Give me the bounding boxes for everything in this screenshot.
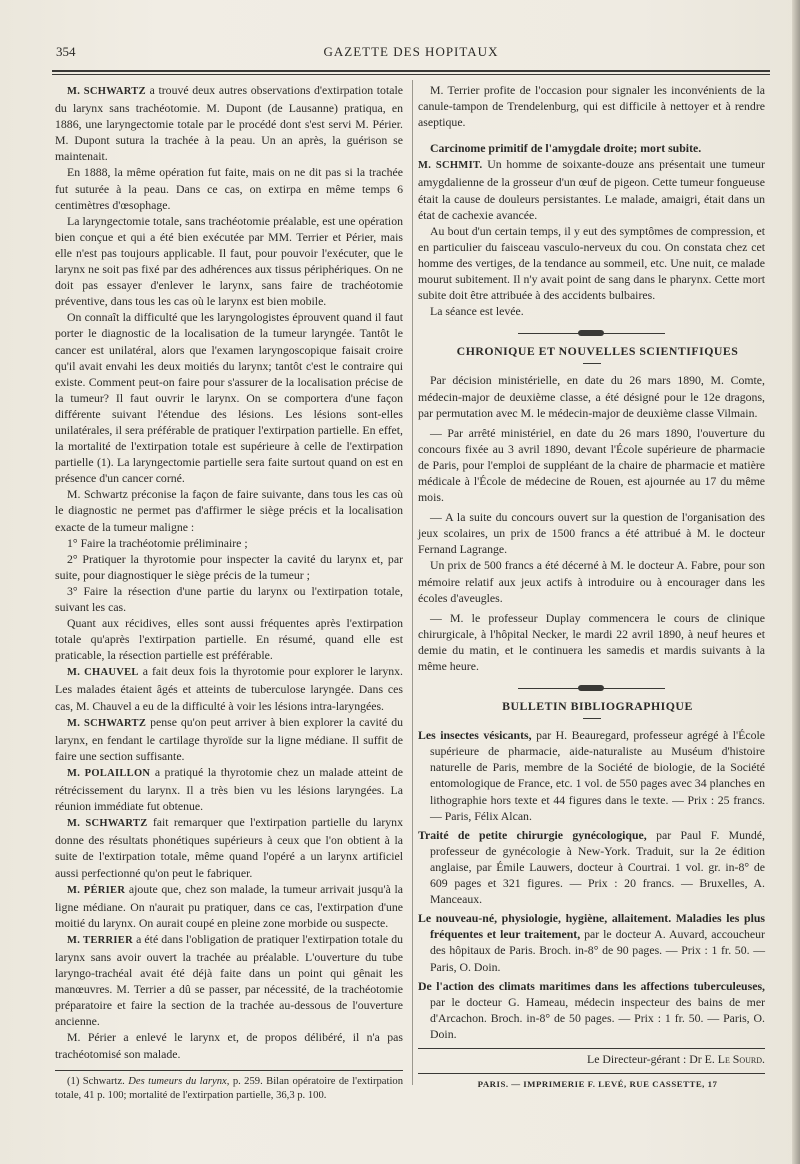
paragraph: La laryngectomie totale, sans trachéotomie préalable, est une opération bien conçue et qui a été bien exécutée par MM. Terrier et Périer, mais elle n'est pas toujours applicable. Il faut, pour pouvoir l'exécuter, que le larynx ne soit pas fixé par des adhérences aux tissus périphériques. On ne doit pas essayer d'enlever le larynx, sans faire de trachéotomie préventive, dans tous les cas où le larynx est bien mobile. [55, 213, 403, 309]
paragraph: Par décision ministérielle, en date du 26 mars 1890, M. Comte, médecin-major de deuxième classe, a été désigné pour le 12e dragons, par permutation avec M. le médecin-major de deuxième classe Vilmain. [418, 373, 765, 420]
bibliography-entry: Le nouveau-né, physiologie, hygiène, allaitement. Maladies les plus fréquentes et leur traitement, par le docteur A. Auvard, accoucheur des hôpitaux de Paris. Broch. in-8° de 90 pages. — Prix : 1 fr. 50. — Paris, O. Doin. [418, 911, 765, 974]
paragraph: M. SCHWARTZ a trouvé deux autres observations d'extirpation totale du larynx sans trachéotomie. M. Dupont (de Lausanne) pratiqua, en 1886, une laryngectomie totale par le procédé dont s'est servi M. Périer. M. Dupont sutura la trachée à la peau. Un an après, la guérison se maintenait. [55, 83, 403, 164]
paragraph: En 1888, la même opération fut faite, mais on ne dit pas si la trachée fut suturée à la peau. Dans ce cas, on extirpa en même temps 6 centimètres d'œsophage. [55, 165, 403, 212]
page-number: 354 [56, 44, 76, 59]
paragraph: M. SCHWARTZ pense qu'on peut arriver à bien explorer la cavité du larynx, en fendant le cartilage thyroïde sur la ligne médiane. Il suffit de faire une section suffisante. [55, 714, 403, 763]
paragraph: M. SCHMIT. Un homme de soixante-douze ans présentait une tumeur amygdalienne de la grosseur d'un œuf de pigeon. Cette tumeur fongueuse était la cause de douleurs persistantes. Le malade, amaigri, était dans un état de cachexie avancée. [418, 157, 765, 222]
paragraph: Au bout d'un certain temps, il y eut des symptômes de compression, et en particulier du faisceau vasculo-nerveux du cou. On constata chez cet homme des vertiges, de la tendance au sommeil, etc. Une nuit, ce malade mourut subitement. Il n'y avait point de sang dans le pharynx. Cette mort subite doit être attribuée à des accidents bulbaires. [418, 223, 765, 303]
list-item: 3° Faire la résection d'une partie du larynx ou l'extirpation totale, suivant les cas. [55, 583, 403, 614]
paragraph: — Par arrêté ministériel, en date du 26 mars 1890, l'ouverture du concours fixée au 3 avril 1890, devant l'École supérieure de pharmacie de Paris, pour l'emploi de suppléant de la chaire de pharmacie et matière médicale à l'École de médecine de Rouen, est ajournée au 17 du même mois. [418, 425, 765, 505]
header-rule-thin [52, 74, 770, 75]
list-item: 2° Pratiquer la thyrotomie pour inspecter la cavité du larynx et, par suite, pour diagnostiquer le siège précis de la tumeur ; [55, 551, 403, 582]
section-title-chronique: CHRONIQUE ET NOUVELLES SCIENTIFIQUES [456, 344, 739, 359]
page-edge-shadow [792, 0, 800, 1164]
imprint-rule [418, 1073, 765, 1074]
signature-rule [418, 1048, 765, 1049]
paragraph: M. Périer a enlevé le larynx et, de propos délibéré, il n'a pas trachéotomisé son malade. [55, 1030, 403, 1061]
short-rule [583, 363, 601, 364]
page-header [52, 44, 770, 64]
section-title-bulletin: BULLETIN BIBLIOGRAPHIQUE [502, 699, 693, 714]
imprint: PARIS. — IMPRIMERIE F. LEVÉ, RUE CASSETTE, 17 [477, 1079, 718, 1090]
bibliography-entry: Les insectes vésicants, par H. Beauregard, professeur agrégé à l'École supérieure de pharmacie, aide-naturaliste au Muséum d'histoire naturelle de Paris, membre de la Société de biologie, de la Société entomologique de France, etc. 1 vol. de 550 pages avec 34 planches en lithographie hors texte et 44 figures dans le texte. — Prix : 25 francs. — Paris, Félix Alcan. [418, 728, 766, 823]
case-title: Carcinome primitif de l'amygdale droite; mort subite. [430, 141, 702, 156]
footnote-rule [55, 1070, 403, 1071]
section-ornament [418, 684, 765, 692]
paragraph: La séance est levée. [430, 304, 524, 319]
bibliography-list [418, 727, 765, 1042]
left-column [55, 82, 403, 1103]
header-rule-thick [52, 70, 770, 72]
paragraph: M. POLAILLON a pratiqué la thyrotomie chez un malade atteint de rétrécissement du larynx. Il a très bien vu les lésions laryngées. La réunion immédiate fut obtenue. [55, 764, 404, 814]
paragraph: M. SCHWARTZ fait remarquer que l'extirpation partielle du larynx donne des résultats phonétiques supérieurs à ceux que l'on obtient à la suite de l'extirpation totale, même quand l'opéré a un larynx artificiel aussi perfectionné qu'on peut le fabriquer. [55, 815, 403, 880]
paragraph: — M. le professeur Duplay commencera le cours de clinique chirurgicale, à l'hôpital Necker, le mardi 22 avril 1890, à neuf heures et demie du matin, et le continuera les samedis et mardis suivants à la même heure. [418, 610, 765, 673]
paragraph: M. Schwartz préconise la façon de faire suivante, dans tous les cas où le diagnostic ne permet pas d'affirmer le siège précis et la localisation exacte de la tumeur maligne : [55, 487, 403, 534]
paragraph: M. Terrier profite de l'occasion pour signaler les inconvénients de la canule-tampon de Trendelenburg, qui est difficile à nettoyer et à rendre aseptique. [418, 83, 765, 130]
right-column [418, 82, 765, 1092]
footnote: (1) Schwartz. Des tumeurs du larynx, p. 259. Bilan opératoire de l'extirpation totale, 41 p. 100; mortalité de l'extirpation partielle, 36,3 p. 100. [55, 1075, 403, 1101]
bibliography-entry: De l'action des climats maritimes dans les affections tuberculeuses, par le docteur G. Hameau, médecin inspecteur des bains de mer d'Arcachon. Broch. in-8° de 50 pages. — Prix : 1 fr. 50. — Paris, O. Doin. [418, 978, 765, 1041]
paragraph: — A la suite du concours ouvert sur la question de l'organisation des jeux scolaires, un prix de 1500 francs a été attribué à M. le docteur Fernand Lagrange. [418, 510, 765, 557]
bibliography-entry: Traité de petite chirurgie gynécologique, par Paul F. Mundé, professeur de gynécologie à New-York. Traduit, sur la 2e édition anglaise, par Émile Lauwers, docteur à Courtrai. 1 vol. gr. in-8° de 609 pages et 321 figures. — Prix : 20 francs. — Bruxelles, A. Manceaux. [418, 827, 765, 907]
paragraph: M. TERRIER a été dans l'obligation de pratiquer l'extirpation totale du larynx sans avoir ouvert la trachée au préalable. L'ouverture du tube laryngo-trachéal avait été déjà faite dans un point qui gênait les manœuvres. M. Terrier a dû se passer, par nécessité, de la trachéotomie préparatoire et faire la section de la trachée au-dessous de l'ouverture ancienne. [55, 931, 403, 1029]
section-ornament [418, 329, 765, 337]
column-separator [412, 80, 413, 1085]
short-rule [583, 718, 601, 719]
list-item: 1° Faire la trachéotomie préliminaire ; [67, 535, 248, 550]
paragraph: Un prix de 500 francs a été décerné à M. le docteur A. Fabre, pour son mémoire relatif aux jeux actifs à introduire ou à encourager dans les écoles d'aveugles. [418, 558, 765, 605]
paragraph: Quant aux récidives, elles sont aussi fréquentes après l'extirpation totale qu'après l'extirpation partielle. En résumé, quand elle est praticable, la résection partielle est préférable. [55, 616, 403, 663]
running-title: GAZETTE DES HOPITAUX [323, 44, 499, 59]
paragraph: M. CHAUVEL a fait deux fois la thyrotomie pour explorer le larynx. Les malades étaient âgés et atteints de tuberculose laryngée. Dans ces cas, M. Chauvel a eu de la difficulté à voir les lésions intra-laryngées. [55, 664, 404, 713]
paragraph: M. PÉRIER ajoute que, chez son malade, la tumeur arrivait jusqu'à la ligne médiane. On n'aurait pu pratiquer, dans ce cas, l'extirpation d'une moitié du larynx. On aurait coupé en pleine zone morbide ou suspecte. [55, 881, 403, 930]
signature: Le Directeur-gérant : Dr E. Le Sourd. [586, 1051, 765, 1066]
paragraph: On connaît la difficulté que les laryngologistes éprouvent quand il faut porter le diagnostic de la localisation de la tumeur laryngée. Tantôt le cancer est unilatéral, alors que l'examen laryngoscopique faisait croire qu'il avait envahi les deux moitiés du larynx; tantôt c'est le contraire qui existe. Comment peut-on faire pour s'assurer de la localisation précise de la tumeur? Il faut ouvrir le larynx. On se comportera d'une façon différente suivant l'étendue des lésions. Les lésions sont-elles unilatérales, il sera préférable de pratiquer l'extirpation partielle. En effet, la mortalité de l'extirpation totale est supérieure à celle de l'extirpation partielle (1). La laryngectomie partielle sera faite surtout quand on est en présence d'un cancer corné. [55, 310, 403, 486]
